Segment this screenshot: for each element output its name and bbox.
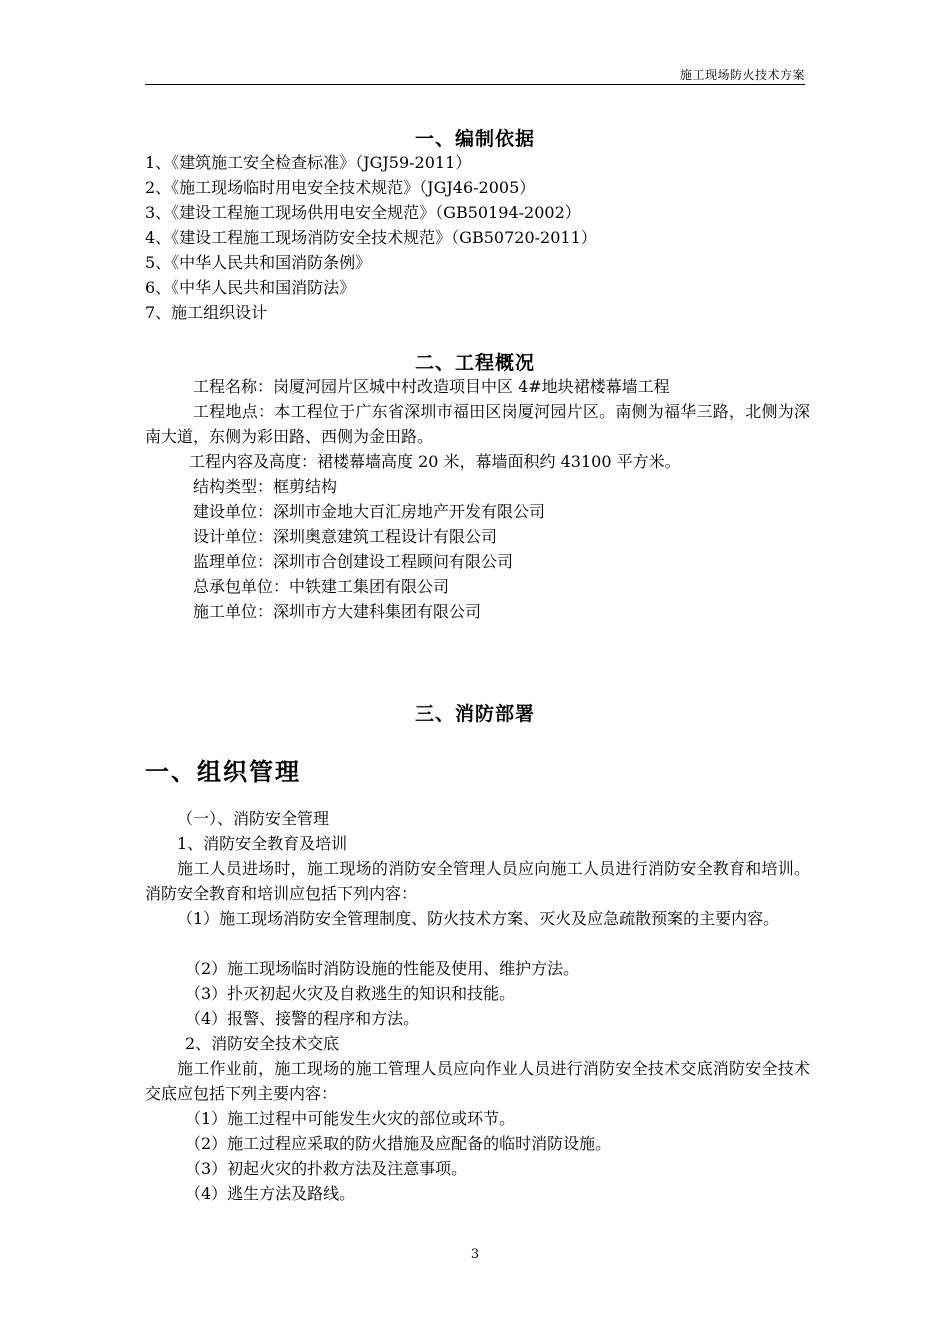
general-contractor: 总承包单位：中铁建工集团有限公司 — [193, 577, 450, 596]
construction-unit: 施工单位：深圳市方大建科集团有限公司 — [193, 602, 482, 621]
paragraph: 施工作业前，施工现场的施工管理人员应向作业人员进行消防安全技术交底消防安全技术交底应包括下列主要内容： — [145, 1059, 810, 1103]
list-item: （3）初起火灾的扑救方法及注意事项。 — [185, 1159, 468, 1178]
subsection-title: （一）、消防安全管理 — [177, 809, 330, 828]
supervision-unit: 监理单位：深圳市合创建设工程顾问有限公司 — [193, 552, 514, 571]
basis-item: 2、《施工现场临时用电安全技术规范》（JGJ46-2005） — [145, 178, 536, 197]
subheading-organization: 一、组织管理 — [145, 757, 301, 786]
paragraph: 施工人员进场时，施工现场的消防安全管理人员应向施工人员进行消防安全教育和培训。消防安全教育和培训应包括下列内容： — [145, 859, 810, 903]
item-title: 1、消防安全教育及培训 — [177, 834, 348, 853]
basis-item: 5、《中华人民共和国消防条例》 — [145, 253, 372, 272]
list-item: （2）施工现场临时消防设施的性能及使用、维护方法。 — [185, 959, 580, 978]
project-location: 工程地点：本工程位于广东省深圳市福田区岗厦河园片区。南侧为福华三路，北侧为深南大道，东侧为彩田路、西侧为金田路。 — [145, 402, 810, 446]
list-item: （1）施工过程中可能发生火灾的部位或环节。 — [185, 1109, 516, 1128]
design-unit: 设计单位：深圳奥意建筑工程设计有限公司 — [193, 527, 498, 546]
project-content: 工程内容及高度：裙楼幕墙高度 20 米，幕墙面积约 43100 平方米。 — [189, 452, 681, 471]
list-item: （1）施工现场消防安全管理制度、防火技术方案、灭火及应急疏散预案的主要内容。 — [177, 909, 780, 928]
basis-item: 3、《建设工程施工现场供用电安全规范》（GB50194-2002） — [145, 203, 581, 222]
page-number: 3 — [470, 1247, 480, 1262]
list-item: （3）扑灭初起火灾及自救逃生的知识和技能。 — [185, 984, 516, 1003]
basis-item: 1、《建筑施工安全检查标准》（JGJ59-2011） — [145, 153, 472, 172]
list-item: （4）报警、接警的程序和方法。 — [185, 1009, 420, 1028]
basis-item: 7、施工组织设计 — [145, 303, 268, 322]
structure-type: 结构类型：框剪结构 — [193, 477, 338, 496]
basis-item: 4、《建设工程施工现场消防安全技术规范》（GB50720-2011） — [145, 228, 597, 247]
basis-item: 6、《中华人民共和国消防法》 — [145, 278, 356, 297]
header-rule — [145, 84, 805, 85]
owner-unit: 建设单位：深圳市金地大百汇房地产开发有限公司 — [193, 502, 546, 521]
section-heading-basis: 一、编制依据 — [414, 128, 535, 150]
list-item: （2）施工过程应采取的防火措施及应配备的临时消防设施。 — [185, 1134, 612, 1153]
project-name: 工程名称：岗厦河园片区城中村改造项目中区 4#地块裙楼幕墙工程 — [193, 377, 670, 396]
section-heading-overview: 二、工程概况 — [414, 352, 535, 374]
section-heading-deployment: 三、消防部署 — [414, 703, 535, 725]
item-title: 2、消防安全技术交底 — [185, 1034, 340, 1053]
list-item: （4）逃生方法及路线。 — [185, 1184, 356, 1203]
running-header: 施工现场防火技术方案 — [679, 68, 805, 82]
